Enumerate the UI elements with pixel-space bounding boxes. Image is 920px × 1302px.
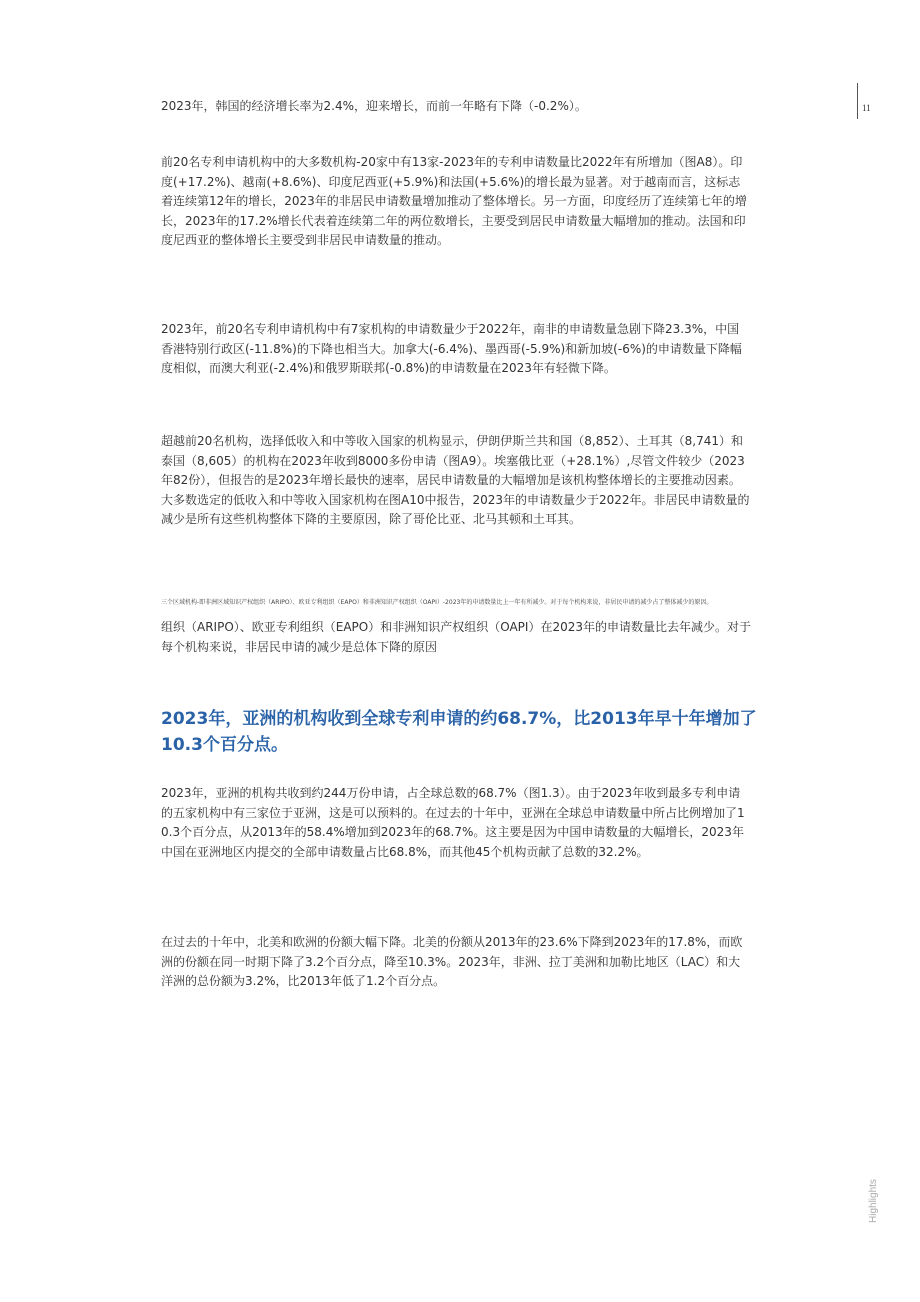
paragraph-regional-offices: 组织（ARIPO）、欧亚专利组织（EAPO）和非洲知识产权组织（OAPI）在2023年的申请数量比去年减少。对于每个机构来说，非居民申请的减少是总体下降的原因 bbox=[161, 620, 752, 654]
paragraph-low-middle-income: 超越前20名机构，选择低收入和中等收入国家的机构显示，伊朗伊斯兰共和国（8,852）、土耳其（8,741）和泰国（8,605）的机构在2023年收到8000多份申请（图A9）。埃塞俄比亚（+28.1%）,尽管文件较少（2023年82份），但报告的是2023年增长最快的速率，居民申请数量的大幅增加是该机构整体增长的主要推动因素。大多数选定的低收入和中等收入国家机构在图A10中报告，2023年的申请数量少于2022年。非居民申请数量的减少是所有这些机构整体下降的主要原因，除了哥伦比亚、北马其顿和土耳其。 bbox=[161, 434, 750, 526]
paragraph-top20-decrease: 2023年，前20名专利申请机构中有7家机构的申请数量少于2022年，南非的申请数量急剧下降23.3%，中国香港特别行政区(-11.8%)的下降也相当大。加拿大(-6.4%)、墨西哥(-5.9%)和新加坡(-6%)的申请数量下降幅度相似，而澳大利亚(-2.4%)和俄罗斯联邦(-0.8%)的申请数量在2023年有轻微下降。 bbox=[161, 322, 742, 375]
paragraph-korea-growth: 2023年，韩国的经济增长率为2.4%，迎来增长，而前一年略有下降（-0.2%）。 bbox=[161, 99, 587, 113]
section-heading: 2023年，亚洲的机构收到全球专利申请的约68.7%，比2013年早十年增加了10.3个百分点。 bbox=[161, 709, 757, 755]
section-side-label: Highlights bbox=[868, 1179, 879, 1223]
regional-offices-note: 三个区域机构-即非洲区域知识产权组织（ARIPO）、欧亚专利组织（EAPO）和非洲知识产权组织（OAPI）-2023年的申请数量比上一年有所减少。对于每个机构来说，非居民申请的减少占了整体减少的原因。 bbox=[161, 599, 713, 606]
page-number: 11 bbox=[862, 103, 871, 113]
paragraph-regional-shares: 在过去的十年中，北美和欧洲的份额大幅下降。北美的份额从2013年的23.6%下降到2023年的17.8%，而欧洲的份额在同一时期下降了3.2个百分点，降至10.3%。2023年，非洲、拉丁美洲和加勒比地区（LAC）和大洋洲的总份额为3.2%，比2013年低了1.2个百分点。 bbox=[161, 935, 743, 988]
header-rule bbox=[857, 83, 858, 119]
paragraph-top20-increase: 前20名专利申请机构中的大多数机构-20家中有13家-2023年的专利申请数量比2022年有所增加（图A8）。印度(+17.2%)、越南(+8.6%)、印度尼西亚(+5.9%)和法国(+5.6%)的增长最为显著。对于越南而言，这标志着连续第12年的增长，2023年的非居民申请数量增加推动了整体增长。另一方面，印度经历了连续第七年的增长，2023年的17.2%增长代表着连续第二年的两位数增长，主要受到居民申请数量大幅增加的推动。法国和印度尼西亚的整体增长主要受到非居民申请数量的推动。 bbox=[161, 155, 747, 247]
paragraph-asia-share: 2023年，亚洲的机构共收到约244万份申请，占全球总数的68.7%（图1.3）。由于2023年收到最多专利申请的五家机构中有三家位于亚洲，这是可以预料的。在过去的十年中，亚洲在全球总申请数量中所占比例增加了10.3个百分点，从2013年的58.4%增加到2023年的68.7%。这主要是因为中国申请数量的大幅增长，2023年中国在亚洲地区内提交的全部申请数量占比68.8%，而其他45个机构贡献了总数的32.2%。 bbox=[161, 786, 745, 859]
